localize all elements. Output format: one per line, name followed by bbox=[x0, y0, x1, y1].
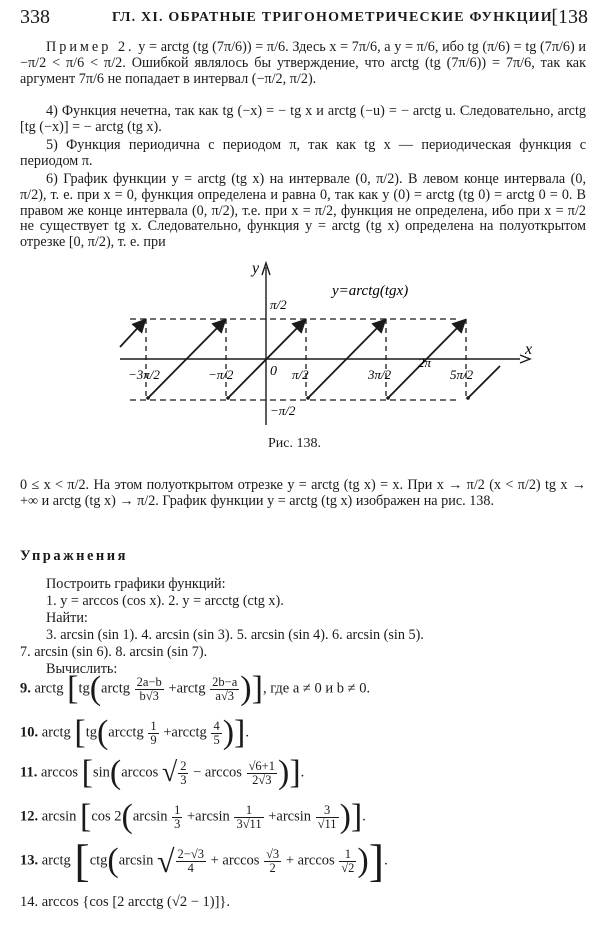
page-header bbox=[20, 6, 588, 28]
x-tick-1: −3π/2 bbox=[128, 367, 160, 382]
build-title: Построить графики функций: bbox=[46, 576, 226, 592]
item-6: 6) График функции y = arctg (tg x) на интервале (0, π/2). В левом конце интервала (0, π/2), т. е. при x = 0, функция определена и равна 0, так как y (0) = arctg (tg 0) = arctg 0 = 0. В правом же конце интервала (0, π/2), т.е. при x = π/2, функция не определена, ибо при x = π/2 не существует tg x. Следовательно, функция y = arctg (tg x) определена на полуоткрытом отрезке [0, π/2), т. е. при bbox=[20, 171, 586, 251]
paragraph-number: [138 bbox=[551, 6, 588, 28]
axis-y-label: y bbox=[252, 260, 260, 277]
ex14-text: 14. arccos {cos [2 arcctg (√2 − 1)]}. bbox=[20, 894, 231, 910]
exercise-11: 11. arccos [sin(arccos √ $\frac{2}{3}$ − arccos $\frac{√6+1}{2√3}$ )]. bbox=[20, 754, 305, 791]
continuation-text: 0 ≤ x < π/2. На этом полуоткрытом отрезке y = arctg (tg x) = x. При x → π/2 (x < π/2) tg x → +∞ и arctg (tg x) → π/2. График функции y = arctg (tg x) изображен на рис. 138. bbox=[20, 477, 586, 509]
origin-label: 0 bbox=[270, 364, 277, 379]
x-tick-6: 5π/2 bbox=[450, 367, 474, 382]
compute-title: Вычислить: bbox=[46, 661, 118, 677]
chapter-title: ГЛ. XI. ОБРАТНЫЕ ТРИГОНОМЕТРИЧЕСКИЕ ФУНКЦИИ bbox=[112, 10, 553, 25]
figure-138 bbox=[100, 255, 540, 435]
example-label: Пример 2. bbox=[46, 39, 135, 55]
y-tick-bottom: −π/2 bbox=[270, 403, 296, 418]
exercises-heading: Упражнения bbox=[20, 548, 128, 564]
exercise-10: 10. arctg [tg(arcctg $\frac{1}{9}$ +arcctg $\frac{4}{5}$ )]. bbox=[20, 714, 249, 751]
item-5: 5) Функция периодична с периодом π, так как tg x — периодическая функция с периодом π. bbox=[20, 137, 586, 169]
exercise-9: 9. arctg [tg(arctg $\frac{2a-b}{b√3}$ +arctg $\frac{2b-a}{a√3}$ )], где a ≠ 0 и b ≠ 0. bbox=[20, 670, 371, 707]
x-tick-4: 3π/2 bbox=[368, 367, 392, 382]
exercise-14 bbox=[20, 894, 230, 911]
page-number: 338 bbox=[20, 6, 50, 28]
example-2 bbox=[20, 40, 586, 87]
build-items: 1. y = arccos (cos x). 2. y = arcctg (ctg x). bbox=[46, 593, 284, 609]
x-tick-2: −π/2 bbox=[208, 367, 234, 382]
figure-caption: Рис. 138. bbox=[268, 436, 321, 451]
exercise-13: 13. arctg [ctg(arcsin √ $\frac{2-√3}{4}$ + arccos $\frac{√3}{2}$ + arccos $\frac{1}{√2}$ )]. bbox=[20, 835, 388, 886]
exercise-12: 12. arcsin [cos 2(arcsin $\frac{1}{3}$ +arcsin $\frac{1}{3√11}$ +arcsin $\frac{3}{√11}$ )]. bbox=[20, 798, 366, 835]
y-tick-top: π/2 bbox=[270, 297, 287, 312]
find-line-1: 3. arcsin (sin 1). 4. arcsin (sin 3). 5. arcsin (sin 4). 6. arcsin (sin 5). bbox=[46, 627, 424, 643]
open-points bbox=[146, 396, 470, 400]
find-title: Найти: bbox=[46, 610, 88, 626]
plot-label: y=arctg(tgx) bbox=[332, 283, 409, 299]
ex9-suffix: , где a ≠ 0 и b ≠ 0. bbox=[262, 680, 371, 697]
axis-x-label: x bbox=[525, 341, 533, 358]
x-tick-3: π/2 bbox=[292, 367, 309, 382]
find-line-2: 7. arcsin (sin 6). 8. arcsin (sin 7). bbox=[20, 644, 208, 660]
example-text: y = arctg (tg (7π/6)) = π/6. Здесь x = 7π/6, а y = π/6, ибо tg (π/6) = tg (7π/6) и −π/2 < π/6 < π/2. Ошибкой являлось бы утверждение, что arctg (tg (7π/6)) = 7π/6, так как аргумент 7π/6 не попадает в интервал (−π/2, π/2). bbox=[20, 39, 587, 87]
x-tick-5: 2π bbox=[418, 355, 432, 370]
item-4: 4) Функция нечетна, так как tg (−x) = − tg x и arctg (−u) = − arctg u. Следовательно, arctg [tg (−x)] = − arctg (tg x). bbox=[20, 103, 586, 135]
